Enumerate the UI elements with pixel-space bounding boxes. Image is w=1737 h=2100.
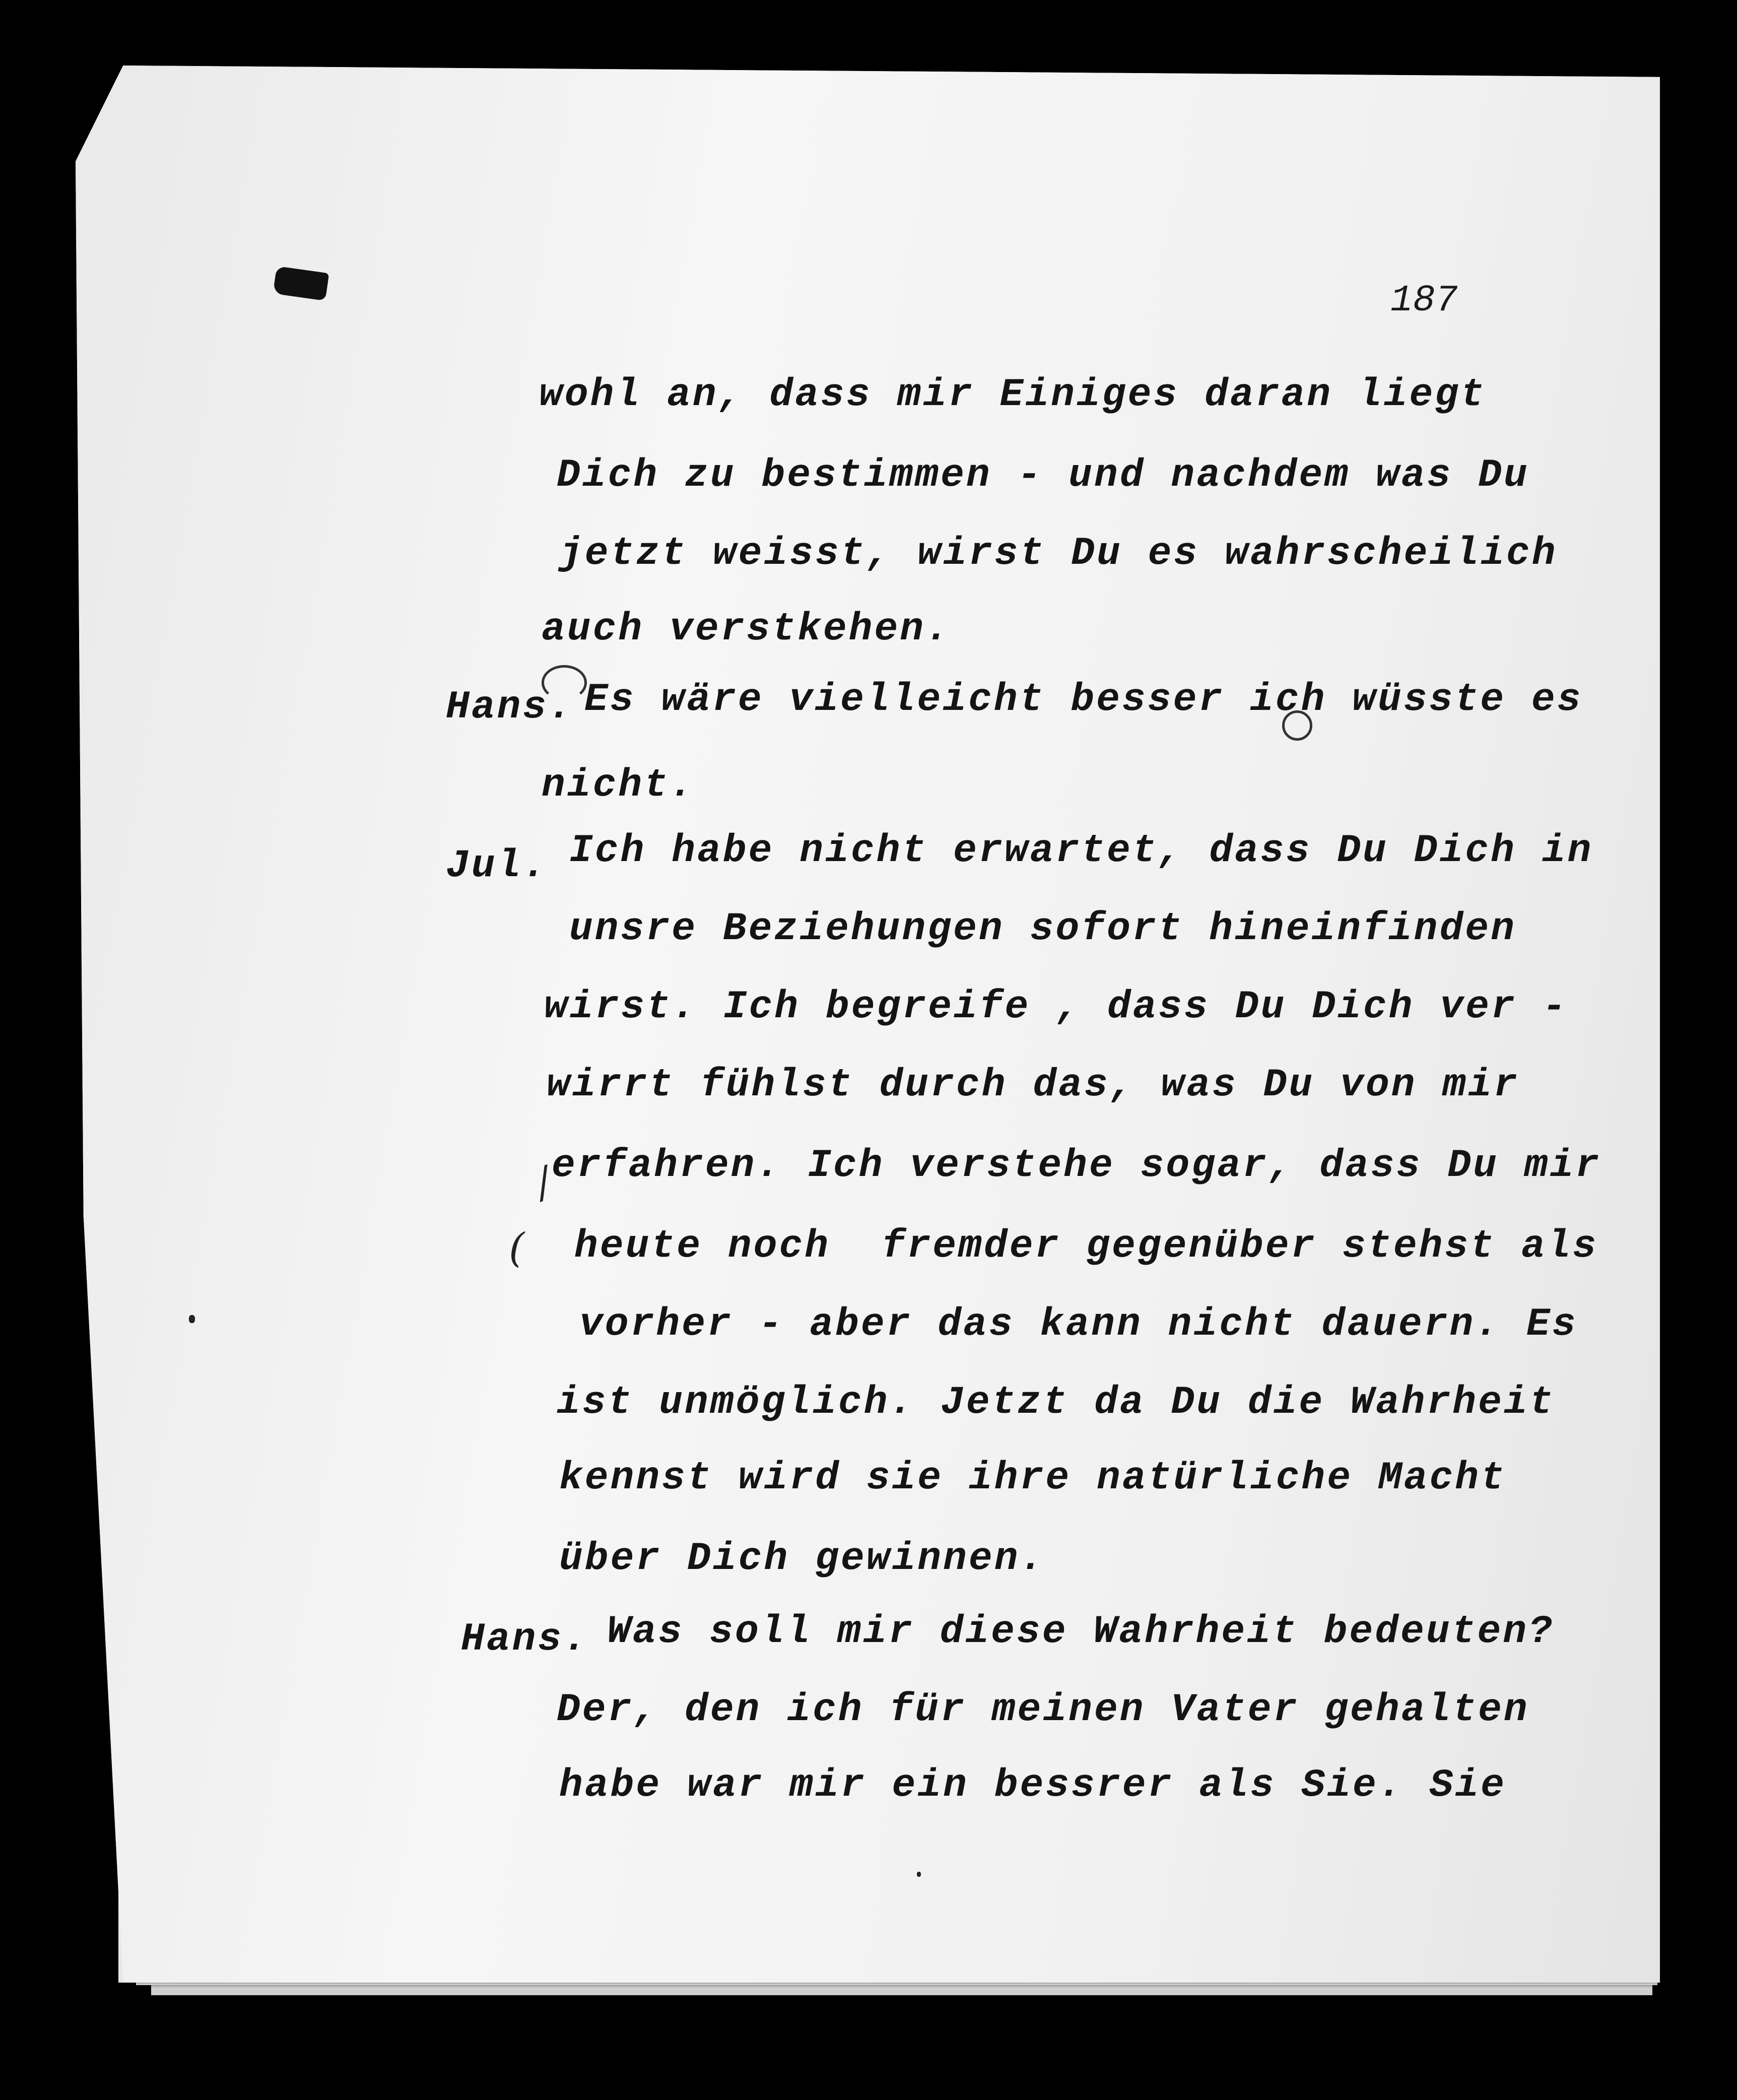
text-line: über Dich gewinnen.: [559, 1537, 1046, 1581]
handwritten-circle-mark: [1282, 710, 1312, 741]
ink-spot: [189, 1315, 195, 1323]
text-line: jetzt weisst, wirst Du es wahrscheilich: [559, 532, 1558, 576]
handwritten-bracket-mark: (: [509, 1224, 525, 1271]
text-line: kennst wird sie ihre natürliche Macht: [559, 1456, 1506, 1500]
text-line: Es wäre vielleicht besser ich wüsste es: [584, 678, 1583, 722]
text-line: Dich zu bestimmen - und nachdem was Du: [557, 453, 1529, 498]
text-line: Der, den ich für meinen Vater gehalten: [557, 1688, 1529, 1732]
speaker-label: Jul.: [446, 844, 549, 888]
punch-hole: [273, 266, 329, 301]
speaker-label: Hans.: [446, 685, 574, 730]
text-line: wirrt fühlst durch das, was Du von mir: [547, 1063, 1519, 1107]
text-line: wirst. Ich begreife , dass Du Dich ver -: [544, 985, 1568, 1029]
text-line: erfahren. Ich verstehe sogar, dass Du mir: [552, 1144, 1601, 1188]
text-line: Ich habe nicht erwartet, dass Du Dich in: [569, 829, 1593, 873]
handwritten-slash-mark: /: [528, 1158, 558, 1207]
ink-spot: [917, 1872, 921, 1877]
text-line: unsre Beziehungen sofort hineinfinden: [569, 907, 1516, 951]
text-line: Was soll mir diese Wahrheit bedeuten?: [607, 1610, 1554, 1654]
text-line: nicht.: [542, 763, 695, 808]
speaker-label: Hans.: [461, 1617, 589, 1662]
text-line: vorher - aber das kann nicht dauern. Es: [579, 1302, 1578, 1347]
text-line: wohl an, dass mir Einiges daran liegt: [539, 373, 1486, 417]
page-number: 187: [1390, 280, 1458, 322]
text-line: ist unmöglich. Jetzt da Du die Wahrheit: [557, 1381, 1555, 1425]
text-line: habe war mir ein bessrer als Sie. Sie: [559, 1763, 1506, 1808]
text-line: auch verstkehen.: [542, 607, 951, 651]
text-line: heute noch fremder gegenüber stehst als: [574, 1224, 1598, 1269]
handwritten-circle-mark: [542, 665, 587, 700]
